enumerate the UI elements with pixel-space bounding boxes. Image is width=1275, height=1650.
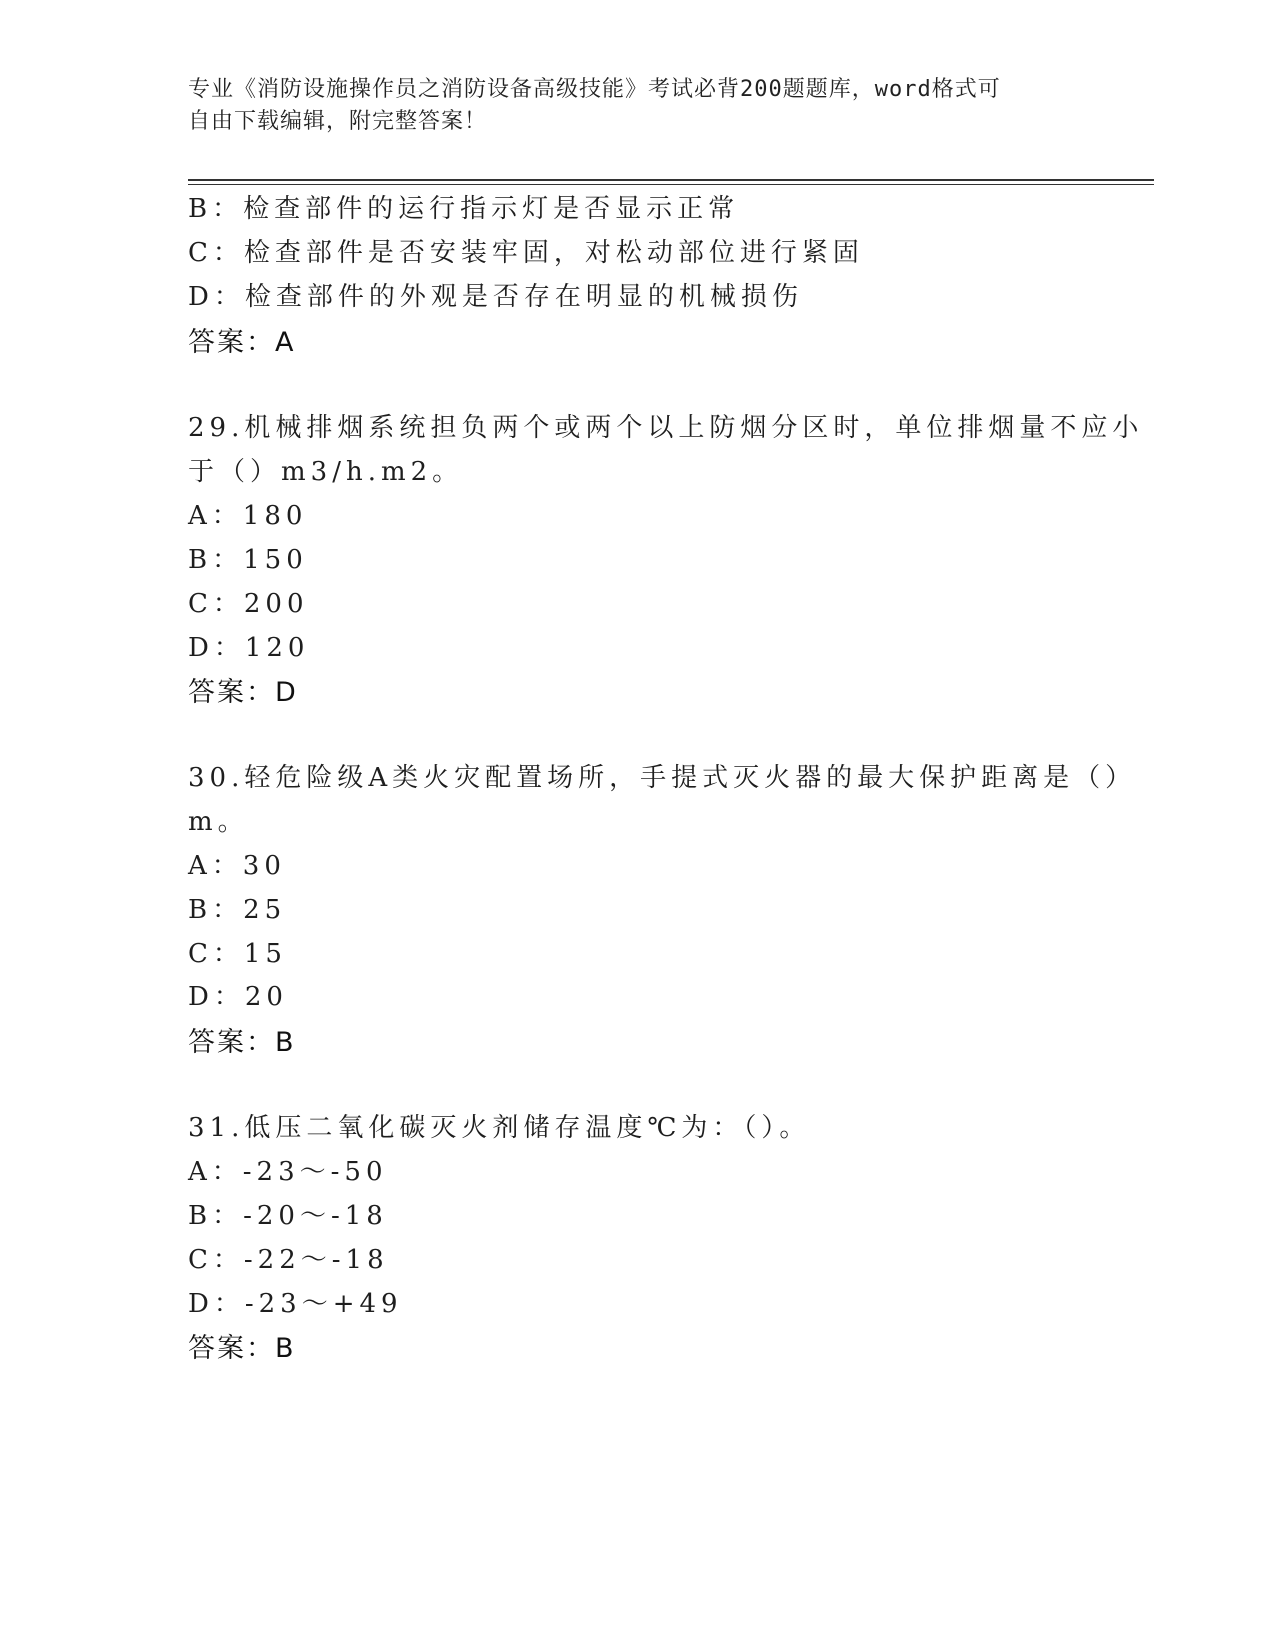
- question-29-stem-line-1: 29.机械排烟系统担负两个或两个以上防烟分区时，单位排烟量不应小: [188, 413, 1144, 443]
- question-29-answer: 答案：D: [188, 677, 298, 708]
- question-30-option-d: D：20: [188, 982, 288, 1012]
- question-30-option-c: C：15: [188, 939, 287, 969]
- question-31-option-c: C：-22～-18: [188, 1245, 389, 1275]
- question-30-stem-line-2: m。: [188, 807, 249, 837]
- question-30-stem-line-1: 30.轻危险级A类火灾配置场所，手提式灭火器的最大保护距离是（）: [188, 763, 1137, 793]
- document-header: [188, 74, 1088, 138]
- question-31-option-b: B：-20～-18: [188, 1201, 388, 1231]
- question-30-option-a: A：30: [188, 851, 286, 881]
- header-divider-thick: [188, 179, 1154, 181]
- prev-question-option-c: C：检查部件是否安装牢固，对松动部位进行紧固: [188, 238, 864, 268]
- question-29-option-b: B：150: [188, 545, 308, 575]
- header-title-line-2: 自由下载编辑，附完整答案！: [188, 109, 488, 134]
- question-29-option-d: D：120: [188, 633, 310, 663]
- question-29-option-c: C：200: [188, 589, 309, 619]
- prev-question-option-b: B：检查部件的运行指示灯是否显示正常: [188, 194, 740, 224]
- question-31-option-d: D：-23～+49: [188, 1289, 403, 1319]
- question-30-answer: 答案：B: [188, 1027, 296, 1058]
- prev-question-option-d: D：检查部件的外观是否存在明显的机械损伤: [188, 282, 803, 312]
- prev-question-answer: 答案：A: [188, 327, 296, 358]
- question-29-option-a: A：180: [188, 501, 308, 531]
- question-31-stem: 31.低压二氧化碳灭火剂储存温度℃为：（）。: [188, 1113, 811, 1143]
- header-divider-thin: [188, 184, 1154, 185]
- header-title-line-1: 专业《消防设施操作员之消防设备高级技能》考试必背200题题库，word格式可: [188, 77, 1001, 102]
- question-31-option-a: A：-23～-50: [188, 1157, 388, 1187]
- question-29-stem-line-2: 于（）m3/h.m2。: [188, 457, 464, 487]
- question-31-answer: 答案：B: [188, 1333, 296, 1364]
- question-30-option-b: B：25: [188, 895, 287, 925]
